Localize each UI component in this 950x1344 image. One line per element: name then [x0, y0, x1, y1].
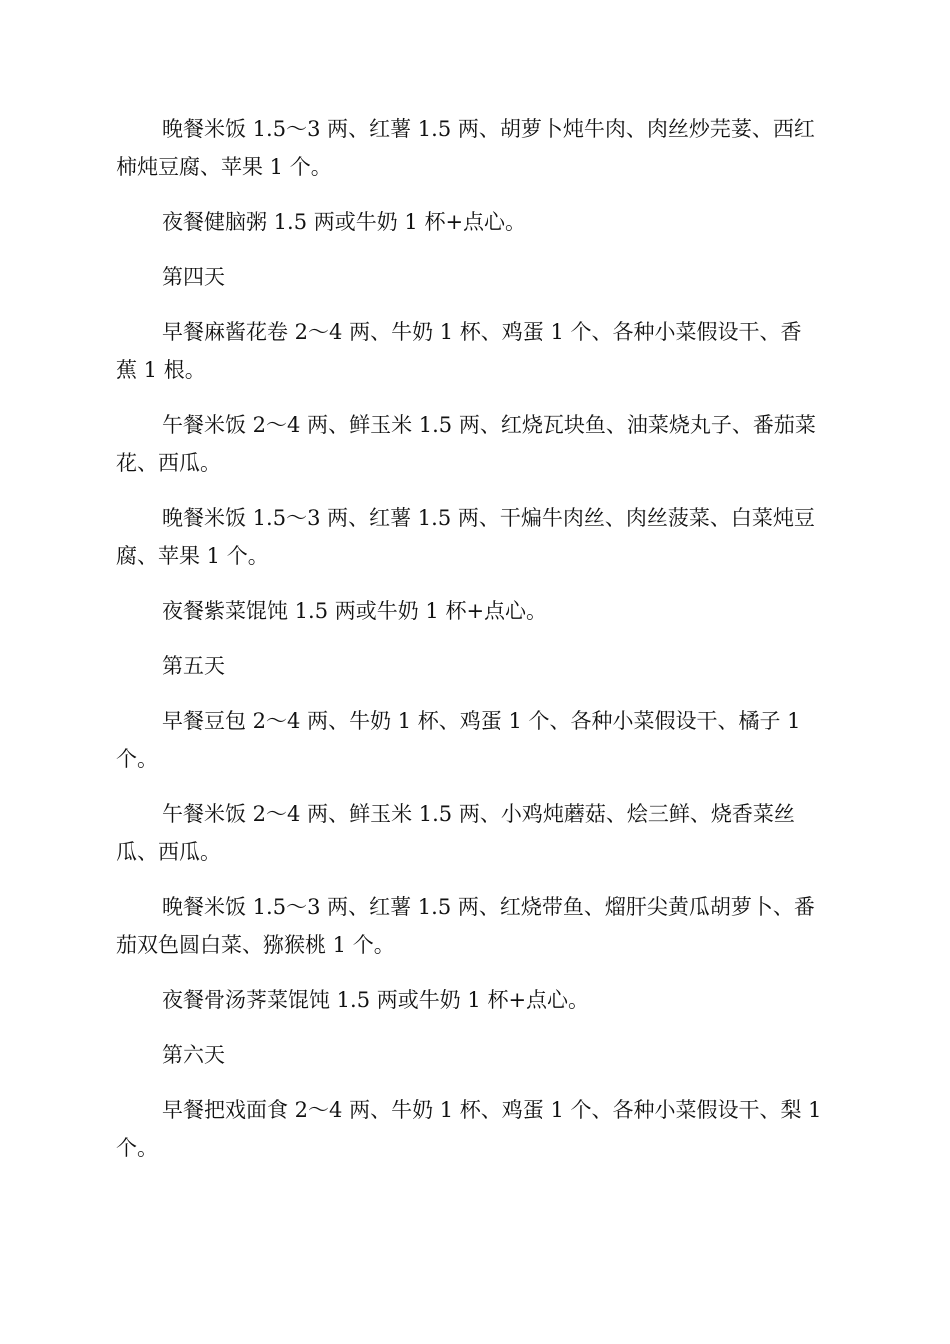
paragraph-day3-dinner: 晚餐米饭 1.5～3 两、红薯 1.5 两、胡萝卜炖牛肉、肉丝炒芫荽、西红柿炖豆腐、苹果 1 个。 [116, 117, 815, 179]
paragraph-day5-night-meal: 夜餐骨汤荠菜馄饨 1.5 两或牛奶 1 杯+点心。 [162, 988, 590, 1012]
heading-day4: 第四天 [162, 265, 225, 289]
paragraph-day5-breakfast: 早餐豆包 2～4 两、牛奶 1 杯、鸡蛋 1 个、各种小菜假设干、橘子 1 个。 [116, 709, 801, 771]
paragraph-day4-lunch: 午餐米饭 2～4 两、鲜玉米 1.5 两、红烧瓦块鱼、油菜烧丸子、番茄菜花、西瓜。 [116, 413, 816, 475]
paragraph-day4-night-meal: 夜餐紫菜馄饨 1.5 两或牛奶 1 杯+点心。 [162, 599, 548, 623]
paragraph-day4-dinner: 晚餐米饭 1.5～3 两、红薯 1.5 两、干煸牛肉丝、肉丝菠菜、白菜炖豆腐、苹果 1 个。 [116, 506, 815, 568]
paragraph-day3-night-meal: 夜餐健脑粥 1.5 两或牛奶 1 杯+点心。 [162, 210, 527, 234]
paragraph-day5-dinner: 晚餐米饭 1.5～3 两、红薯 1.5 两、红烧带鱼、熘肝尖黄瓜胡萝卜、番茄双色圆白菜、猕猴桃 1 个。 [116, 895, 815, 957]
paragraph-day6-breakfast: 早餐把戏面食 2～4 两、牛奶 1 杯、鸡蛋 1 个、各种小菜假设干、梨 1 个。 [116, 1098, 822, 1160]
heading-day6: 第六天 [162, 1043, 225, 1067]
paragraph-day5-lunch: 午餐米饭 2～4 两、鲜玉米 1.5 两、小鸡炖蘑菇、烩三鲜、烧香菜丝瓜、西瓜。 [116, 802, 795, 864]
heading-day5: 第五天 [162, 654, 225, 678]
paragraph-day4-breakfast: 早餐麻酱花卷 2～4 两、牛奶 1 杯、鸡蛋 1 个、各种小菜假设干、香蕉 1 根。 [116, 320, 802, 382]
document-body [116, 110, 822, 1184]
